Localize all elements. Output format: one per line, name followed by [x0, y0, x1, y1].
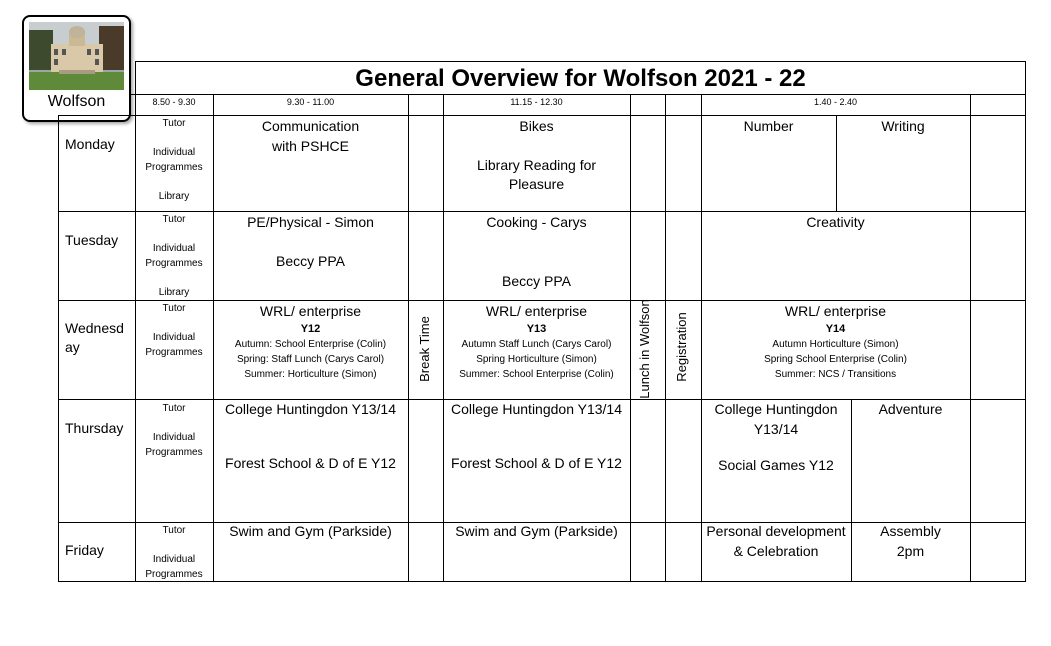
- cell-text: Beccy PPA: [276, 252, 345, 269]
- cell-text: WRL/ enterprise: [784, 303, 887, 319]
- page-title: General Overview for Wolfson 2021 - 22: [355, 65, 806, 92]
- individual-label: Individual: [152, 432, 196, 443]
- programmes-label: Programmes: [145, 447, 203, 458]
- grid-line: [970, 94, 971, 582]
- time-slot-3: 11.15 - 12.30: [510, 97, 563, 107]
- building-image: [29, 22, 124, 90]
- individual-label: Individual: [152, 243, 196, 254]
- cell-text: Social Games Y12: [718, 457, 834, 473]
- cell-text: Autumn Horticulture (Simon): [772, 338, 899, 350]
- cell-text: & Celebration: [733, 542, 819, 559]
- friday-slot3: Swim and Gym (Parkside): [455, 523, 618, 539]
- programmes-label: Programmes: [145, 162, 203, 173]
- cell-text: Autumn: School Enterprise (Colin): [234, 338, 387, 350]
- day-wednesday-line2: ay: [65, 339, 80, 355]
- cell-text: Forest School & D of E Y12: [225, 454, 396, 471]
- cell-text: Beccy PPA: [502, 272, 571, 289]
- lunch-label: Lunch in Wolfson: [637, 299, 652, 399]
- cell-text: College Huntingdon Y13/14: [225, 401, 396, 417]
- tutor-cell-thursday: [135, 401, 213, 460]
- cell-text: Autumn Staff Lunch (Carys Carol): [461, 338, 612, 350]
- tutor-label: Tutor: [162, 403, 186, 414]
- thursday-slot4b: Adventure: [878, 401, 943, 417]
- tuesday-slot2: [213, 213, 408, 271]
- monday-slot3: [443, 117, 630, 195]
- individual-label: Individual: [152, 554, 196, 565]
- tuesday-slot4: Creativity: [806, 214, 865, 230]
- programmes-label: Programmes: [145, 569, 203, 580]
- break-time-label: Break Time: [417, 316, 432, 382]
- individual-label: Individual: [152, 332, 196, 343]
- programmes-label: Programmes: [145, 347, 203, 358]
- thursday-slot2: [213, 400, 408, 473]
- library-label: Library: [158, 191, 190, 202]
- wednesday-slot4: [701, 302, 970, 382]
- grid-line: [665, 94, 666, 582]
- library-label: Library: [158, 287, 190, 298]
- cell-text: WRL/ enterprise: [259, 303, 362, 319]
- grid-line: [630, 94, 631, 582]
- tutor-label: Tutor: [162, 303, 186, 314]
- cell-text: Summer: Horticulture (Simon): [244, 368, 377, 380]
- cell-text: Bikes: [519, 118, 554, 134]
- cell-text: College Huntingdon: [714, 401, 838, 417]
- cell-text: Assembly: [880, 523, 941, 539]
- time-slot-1: 8.50 - 9.30: [152, 97, 196, 107]
- cell-text: WRL/ enterprise: [485, 303, 588, 319]
- thursday-slot3: [443, 400, 630, 473]
- cell-text: Cooking - Carys: [486, 214, 587, 230]
- day-tuesday: Tuesday: [65, 232, 119, 248]
- day-friday: Friday: [65, 542, 104, 558]
- tuesday-slot3: [443, 213, 630, 291]
- time-slot-4: 1.40 - 2.40: [813, 97, 858, 107]
- cell-text: Library Reading for: [476, 156, 597, 173]
- programmes-label: Programmes: [145, 258, 203, 269]
- cell-text: Personal development: [706, 523, 846, 539]
- wednesday-slot3: [443, 302, 630, 382]
- day-thursday: Thursday: [65, 420, 124, 436]
- individual-label: Individual: [152, 147, 196, 158]
- time-slot-2: 9.30 - 11.00: [286, 97, 335, 107]
- cell-text: Y13: [526, 322, 547, 335]
- wednesday-slot2: [213, 302, 408, 382]
- cell-text: Summer: NCS / Transitions: [774, 368, 897, 380]
- cell-text: Spring Horticulture (Simon): [476, 353, 597, 365]
- tutor-cell-monday: [135, 116, 213, 204]
- wolfson-logo: [22, 15, 131, 122]
- monday-slot4b: Writing: [881, 118, 925, 134]
- logo-label: Wolfson: [47, 93, 106, 110]
- tutor-cell-tuesday: [135, 212, 213, 300]
- day-wednesday-line1: Wednesd: [65, 320, 124, 336]
- grid-line: [1025, 61, 1026, 582]
- tutor-label: Tutor: [162, 525, 186, 536]
- cell-text: PE/Physical - Simon: [247, 214, 374, 230]
- registration-label: Registration: [674, 312, 689, 382]
- friday-slot2: Swim and Gym (Parkside): [229, 523, 392, 539]
- cell-text: Y12: [300, 322, 321, 335]
- cell-text: Spring: Staff Lunch (Carys Carol): [236, 353, 385, 365]
- friday-slot4b: [851, 522, 970, 561]
- tutor-cell-wednesday: [135, 301, 213, 360]
- cell-text: Y14: [825, 322, 846, 335]
- cell-text: with PSHCE: [271, 137, 350, 154]
- cell-text: Spring School Enterprise (Colin): [764, 353, 907, 365]
- cell-text: Y13/14: [753, 420, 799, 437]
- cell-text: Summer: School Enterprise (Colin): [459, 368, 614, 380]
- tutor-label: Tutor: [162, 118, 186, 129]
- tutor-label: Tutor: [162, 214, 186, 225]
- grid-line: [58, 115, 59, 582]
- building-photo: [29, 22, 124, 90]
- cell-text: 2pm: [896, 542, 925, 559]
- monday-slot2: [213, 117, 408, 156]
- tutor-cell-friday: [135, 523, 213, 582]
- cell-text: College Huntingdon Y13/14: [451, 401, 622, 417]
- monday-slot4a: Number: [743, 118, 794, 134]
- cell-text: Forest School & D of E Y12: [451, 454, 622, 471]
- day-monday: Monday: [65, 136, 115, 152]
- cell-text: Pleasure: [508, 176, 565, 192]
- friday-slot4a: [701, 522, 851, 561]
- cell-text: Communication: [261, 118, 360, 134]
- grid-line: [135, 61, 1026, 62]
- thursday-slot4a: [701, 400, 851, 476]
- grid-line: [408, 94, 409, 582]
